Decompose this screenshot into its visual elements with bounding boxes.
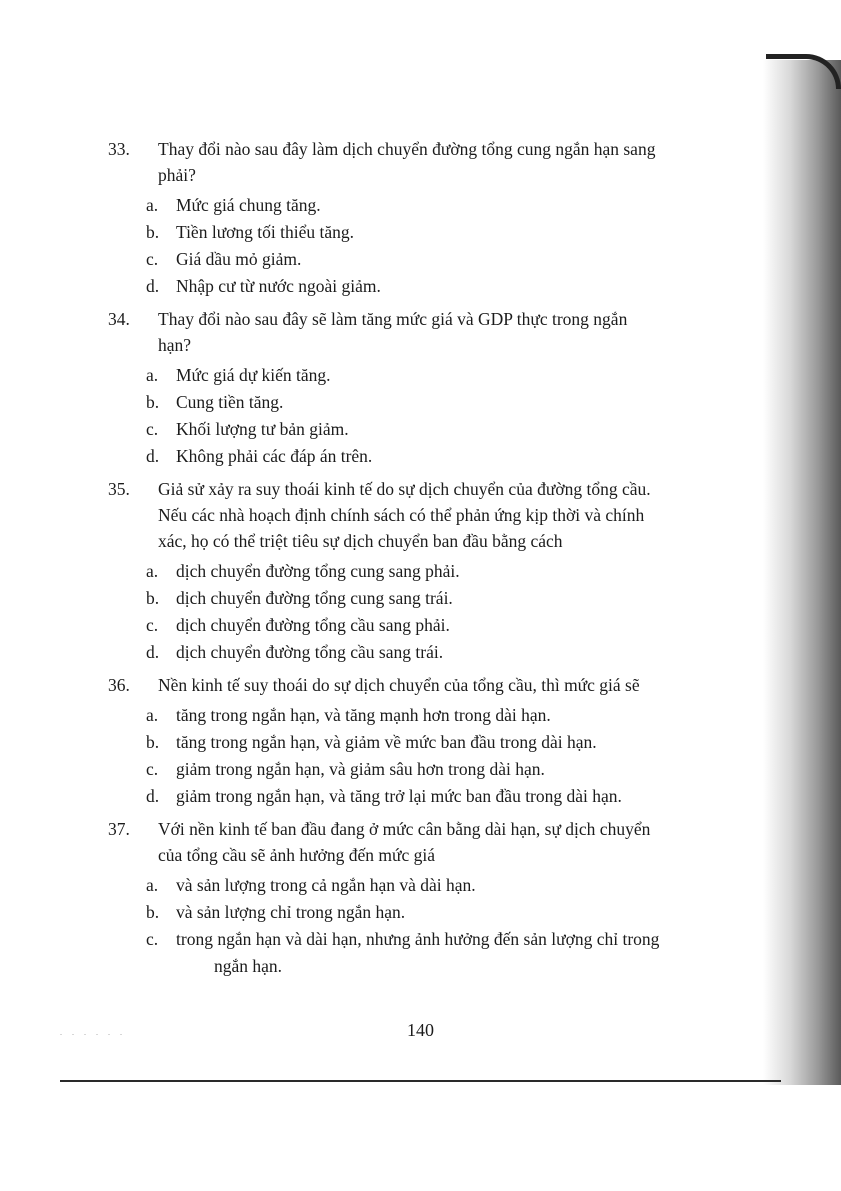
- option-text: và sản lượng trong cả ngắn hạn và dài hạn.: [176, 875, 476, 895]
- option-a: [146, 872, 758, 899]
- option-list: [108, 872, 758, 980]
- option-letter: b.: [146, 732, 160, 752]
- option-letter: b.: [146, 588, 160, 608]
- option-list: [108, 362, 758, 470]
- question-text: Nền kinh tế suy thoái do sự dịch chuyển của tổng cầu, thì mức giá sẽ: [158, 675, 640, 695]
- question-list: [108, 136, 758, 986]
- option-c: [146, 416, 758, 443]
- question-text: Giả sử xảy ra suy thoái kinh tế do sự dịch chuyển của đường tổng cầu.: [158, 479, 651, 499]
- question-33: [108, 136, 758, 300]
- question-number: 35.: [108, 479, 130, 499]
- option-c: [146, 756, 758, 783]
- option-text-cont: ngắn hạn.: [214, 956, 283, 976]
- question-text: Thay đổi nào sau đây sẽ làm tăng mức giá và GDP thực trong ngắn: [158, 309, 628, 329]
- page-bottom-rule: [60, 1080, 781, 1082]
- option-letter: b.: [146, 392, 160, 412]
- option-d: [146, 639, 758, 666]
- page-number: 140: [407, 1020, 434, 1040]
- option-a: [146, 192, 758, 219]
- option-list: [108, 558, 758, 666]
- scan-specks: . . . . . .: [60, 1028, 126, 1037]
- option-text: dịch chuyển đường tổng cung sang phải.: [176, 561, 460, 581]
- option-text: Tiền lương tối thiểu tăng.: [176, 222, 355, 242]
- option-letter: d.: [146, 642, 160, 662]
- option-b: [146, 729, 758, 756]
- option-text: Mức giá dự kiến tăng.: [176, 365, 331, 385]
- option-list: [108, 192, 758, 300]
- option-b: [146, 219, 758, 246]
- option-text: Giá dầu mỏ giảm.: [176, 249, 302, 269]
- option-b: [146, 899, 758, 926]
- option-c: [146, 926, 758, 953]
- question-text-cont: của tổng cầu sẽ ảnh hưởng đến mức giá: [158, 845, 436, 865]
- option-b: [146, 389, 758, 416]
- option-letter: a.: [146, 561, 159, 581]
- option-c: [146, 612, 758, 639]
- option-letter: a.: [146, 195, 159, 215]
- option-letter: a.: [146, 705, 159, 725]
- option-letter: d.: [146, 276, 160, 296]
- question-35: [108, 476, 758, 666]
- option-text: trong ngắn hạn và dài hạn, nhưng ảnh hưởng đến sản lượng chỉ trong: [176, 929, 660, 949]
- question-text-cont: Nếu các nhà hoạch định chính sách có thể phản ứng kịp thời và chính: [158, 505, 645, 525]
- question-number: 34.: [108, 309, 130, 329]
- option-text: Không phải các đáp án trên.: [176, 446, 373, 466]
- question-text-cont-2: xác, họ có thể triệt tiêu sự dịch chuyển ban đầu bằng cách: [158, 531, 563, 551]
- option-letter: c.: [146, 929, 159, 949]
- option-text: dịch chuyển đường tổng cung sang trái.: [176, 588, 453, 608]
- option-d: [146, 783, 758, 810]
- question-number: 37.: [108, 819, 130, 839]
- option-c: [146, 246, 758, 273]
- option-d: [146, 273, 758, 300]
- option-letter: a.: [146, 875, 159, 895]
- option-text: dịch chuyển đường tổng cầu sang trái.: [176, 642, 444, 662]
- question-text-cont: hạn?: [158, 335, 192, 355]
- option-a: [146, 558, 758, 585]
- question-number: 36.: [108, 675, 130, 695]
- option-d: [146, 443, 758, 470]
- question-text: Với nền kinh tế ban đầu đang ở mức cân bằng dài hạn, sự dịch chuyển: [158, 819, 651, 839]
- option-text: dịch chuyển đường tổng cầu sang phải.: [176, 615, 450, 635]
- question-number: 33.: [108, 139, 130, 159]
- option-letter: d.: [146, 786, 160, 806]
- option-text: và sản lượng chỉ trong ngắn hạn.: [176, 902, 406, 922]
- option-a: [146, 702, 758, 729]
- option-text: Khối lượng tư bản giảm.: [176, 419, 349, 439]
- option-text: tăng trong ngắn hạn, và tăng mạnh hơn trong dài hạn.: [176, 705, 551, 725]
- option-text: Mức giá chung tăng.: [176, 195, 321, 215]
- page-edge-shadow: [763, 60, 841, 1085]
- question-36: [108, 672, 758, 810]
- option-text: giảm trong ngắn hạn, và tăng trở lại mức ban đầu trong dài hạn.: [176, 786, 622, 806]
- question-34: [108, 306, 758, 470]
- question-text-cont: phải?: [158, 165, 196, 185]
- option-letter: c.: [146, 249, 159, 269]
- option-letter: c.: [146, 615, 159, 635]
- option-text: Nhập cư từ nước ngoài giảm.: [176, 276, 381, 296]
- option-letter: b.: [146, 902, 160, 922]
- option-a: [146, 362, 758, 389]
- question-text: Thay đổi nào sau đây làm dịch chuyển đường tổng cung ngắn hạn sang: [158, 139, 656, 159]
- option-text: tăng trong ngắn hạn, và giảm về mức ban đầu trong dài hạn.: [176, 732, 597, 752]
- option-letter: a.: [146, 365, 159, 385]
- option-text: giảm trong ngắn hạn, và giảm sâu hơn trong dài hạn.: [176, 759, 545, 779]
- option-b: [146, 585, 758, 612]
- option-list: [108, 702, 758, 810]
- option-letter: c.: [146, 759, 159, 779]
- question-37: [108, 816, 758, 980]
- option-letter: c.: [146, 419, 159, 439]
- option-text: Cung tiền tăng.: [176, 392, 284, 412]
- option-letter: b.: [146, 222, 160, 242]
- option-letter: d.: [146, 446, 160, 466]
